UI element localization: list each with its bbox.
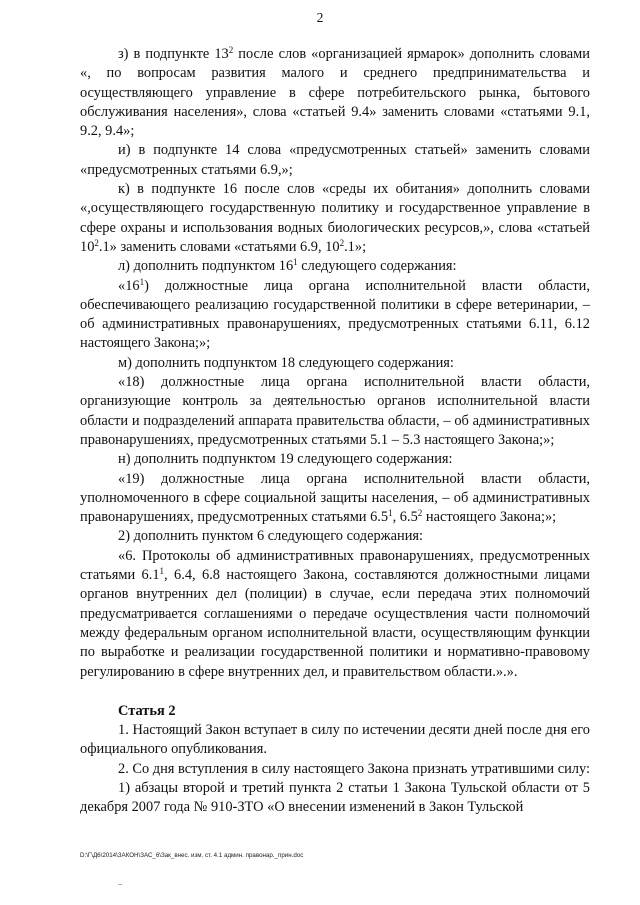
paragraph-m: м) дополнить подпунктом 18 следующего содержания: xyxy=(118,354,454,371)
footer-mark: ~ xyxy=(118,882,123,889)
paragraph-i: и) в подпункте 14 слова «предусмотренных статьей» заменить словами «предусмотренных статьями 6.9,»; xyxy=(80,142,590,178)
paragraph-n: н) дополнить подпунктом 19 следующего содержания: xyxy=(118,451,453,468)
article-paragraph-2: 2. Со дня вступления в силу настоящего Закона признать утратившими силу: xyxy=(118,760,590,777)
paragraph-k: к) в подпункте 16 после слов «среды их обитания» дополнить словами «,осуществляющего государственную политику и государственное управление в сфере охраны и использования водных биологических ресурсов,», слова «статьей $10^2.1$» заменить словами «статьями 6.9, $10^2.1$»; xyxy=(80,181,590,255)
paragraph-l-quote: «$16^1$) должностные лица органа исполнительной власти области, обеспечивающего реализацию государственной политики в сфере ветеринарии, – об административных правонарушениях, предусмотренных статьями 6.11, 6.12 настоящего Закона;»; xyxy=(80,276,590,352)
article-paragraph-1: 1. Настоящий Закон вступает в силу по истечении десяти дней после дня его официального опубликования. xyxy=(80,722,590,758)
superscript: 2 xyxy=(339,237,345,248)
superscript: 2 xyxy=(228,45,234,55)
superscript: 2 xyxy=(417,508,423,519)
page-number: 2 xyxy=(316,10,324,25)
superscript: 1 xyxy=(139,276,145,287)
paragraph-l: л) дополнить подпунктом $16^1$ следующего содержания: xyxy=(118,257,457,275)
article-heading: Статья 2 xyxy=(118,702,176,719)
superscript: 2 xyxy=(94,237,99,248)
article-paragraph-3: 1) абзацы второй и третий пункта 2 статьи 1 Закона Тульской области от 5 декабря 2007 года № 910-ЗТО «О внесении изменений в Закон Тульской xyxy=(80,779,590,816)
paragraph-m-quote: «18) должностные лица органа исполнительной власти области, организующие контроль за деятельностью органов исполнительной власти области и подразделений аппарата правительства области, – об административных правонарушениях, предусмотренных статьями 5.1 – 5.3 настоящего Закона;»; xyxy=(80,374,590,448)
paragraph-n-quote: «19) должностные лица органа исполнительной власти области, уполномоченного в сфере социальной защиты населения, – об административных правонарушениях, предусмотренных статьями $6.5^1$, $6.5^2$ настоящего Закона;»; xyxy=(80,470,590,526)
paragraph-z: з) в подпункте $13^2$ после слов «организацией ярмарок» дополнить словами «, по вопросам развития малого и среднего предпринимательства и осуществляющего управление в сфере потребительского рынка, бытового обслуживания населения», слова «статьей 9.4» заменить словами «статьями 9.1, 9.2, 9.4»; xyxy=(80,45,590,140)
document-body xyxy=(80,45,590,818)
superscript: 1 xyxy=(159,566,165,577)
paragraph-2: 2) дополнить пунктом 6 следующего содержания: xyxy=(118,528,424,545)
superscript: 1 xyxy=(388,508,393,519)
paragraph-2-quote: «6. Протоколы об административных правонарушениях, предусмотренных статьями $6.1^1$, 6.4, 6.8 настоящего Закона, составляются должностными лицами органов внутренних дел (полиции) в случае, если передача этих полномочий предусматривается соглашениями о передаче осуществления части полномочий между федеральным органом исполнительной власти, осуществляющим функции по выработке и реализации государственной политики и нормативно-правовому регулированию в сфере внутренних дел, и правительством области.».». xyxy=(80,547,590,680)
footer-file-path: D:\Г\Д6\2014\ЗАКОН\ЗАС_6\Зак_внес. изм. ст. 4.1 админ. правонар._прин.doc xyxy=(80,852,304,859)
superscript: 1 xyxy=(293,257,298,268)
